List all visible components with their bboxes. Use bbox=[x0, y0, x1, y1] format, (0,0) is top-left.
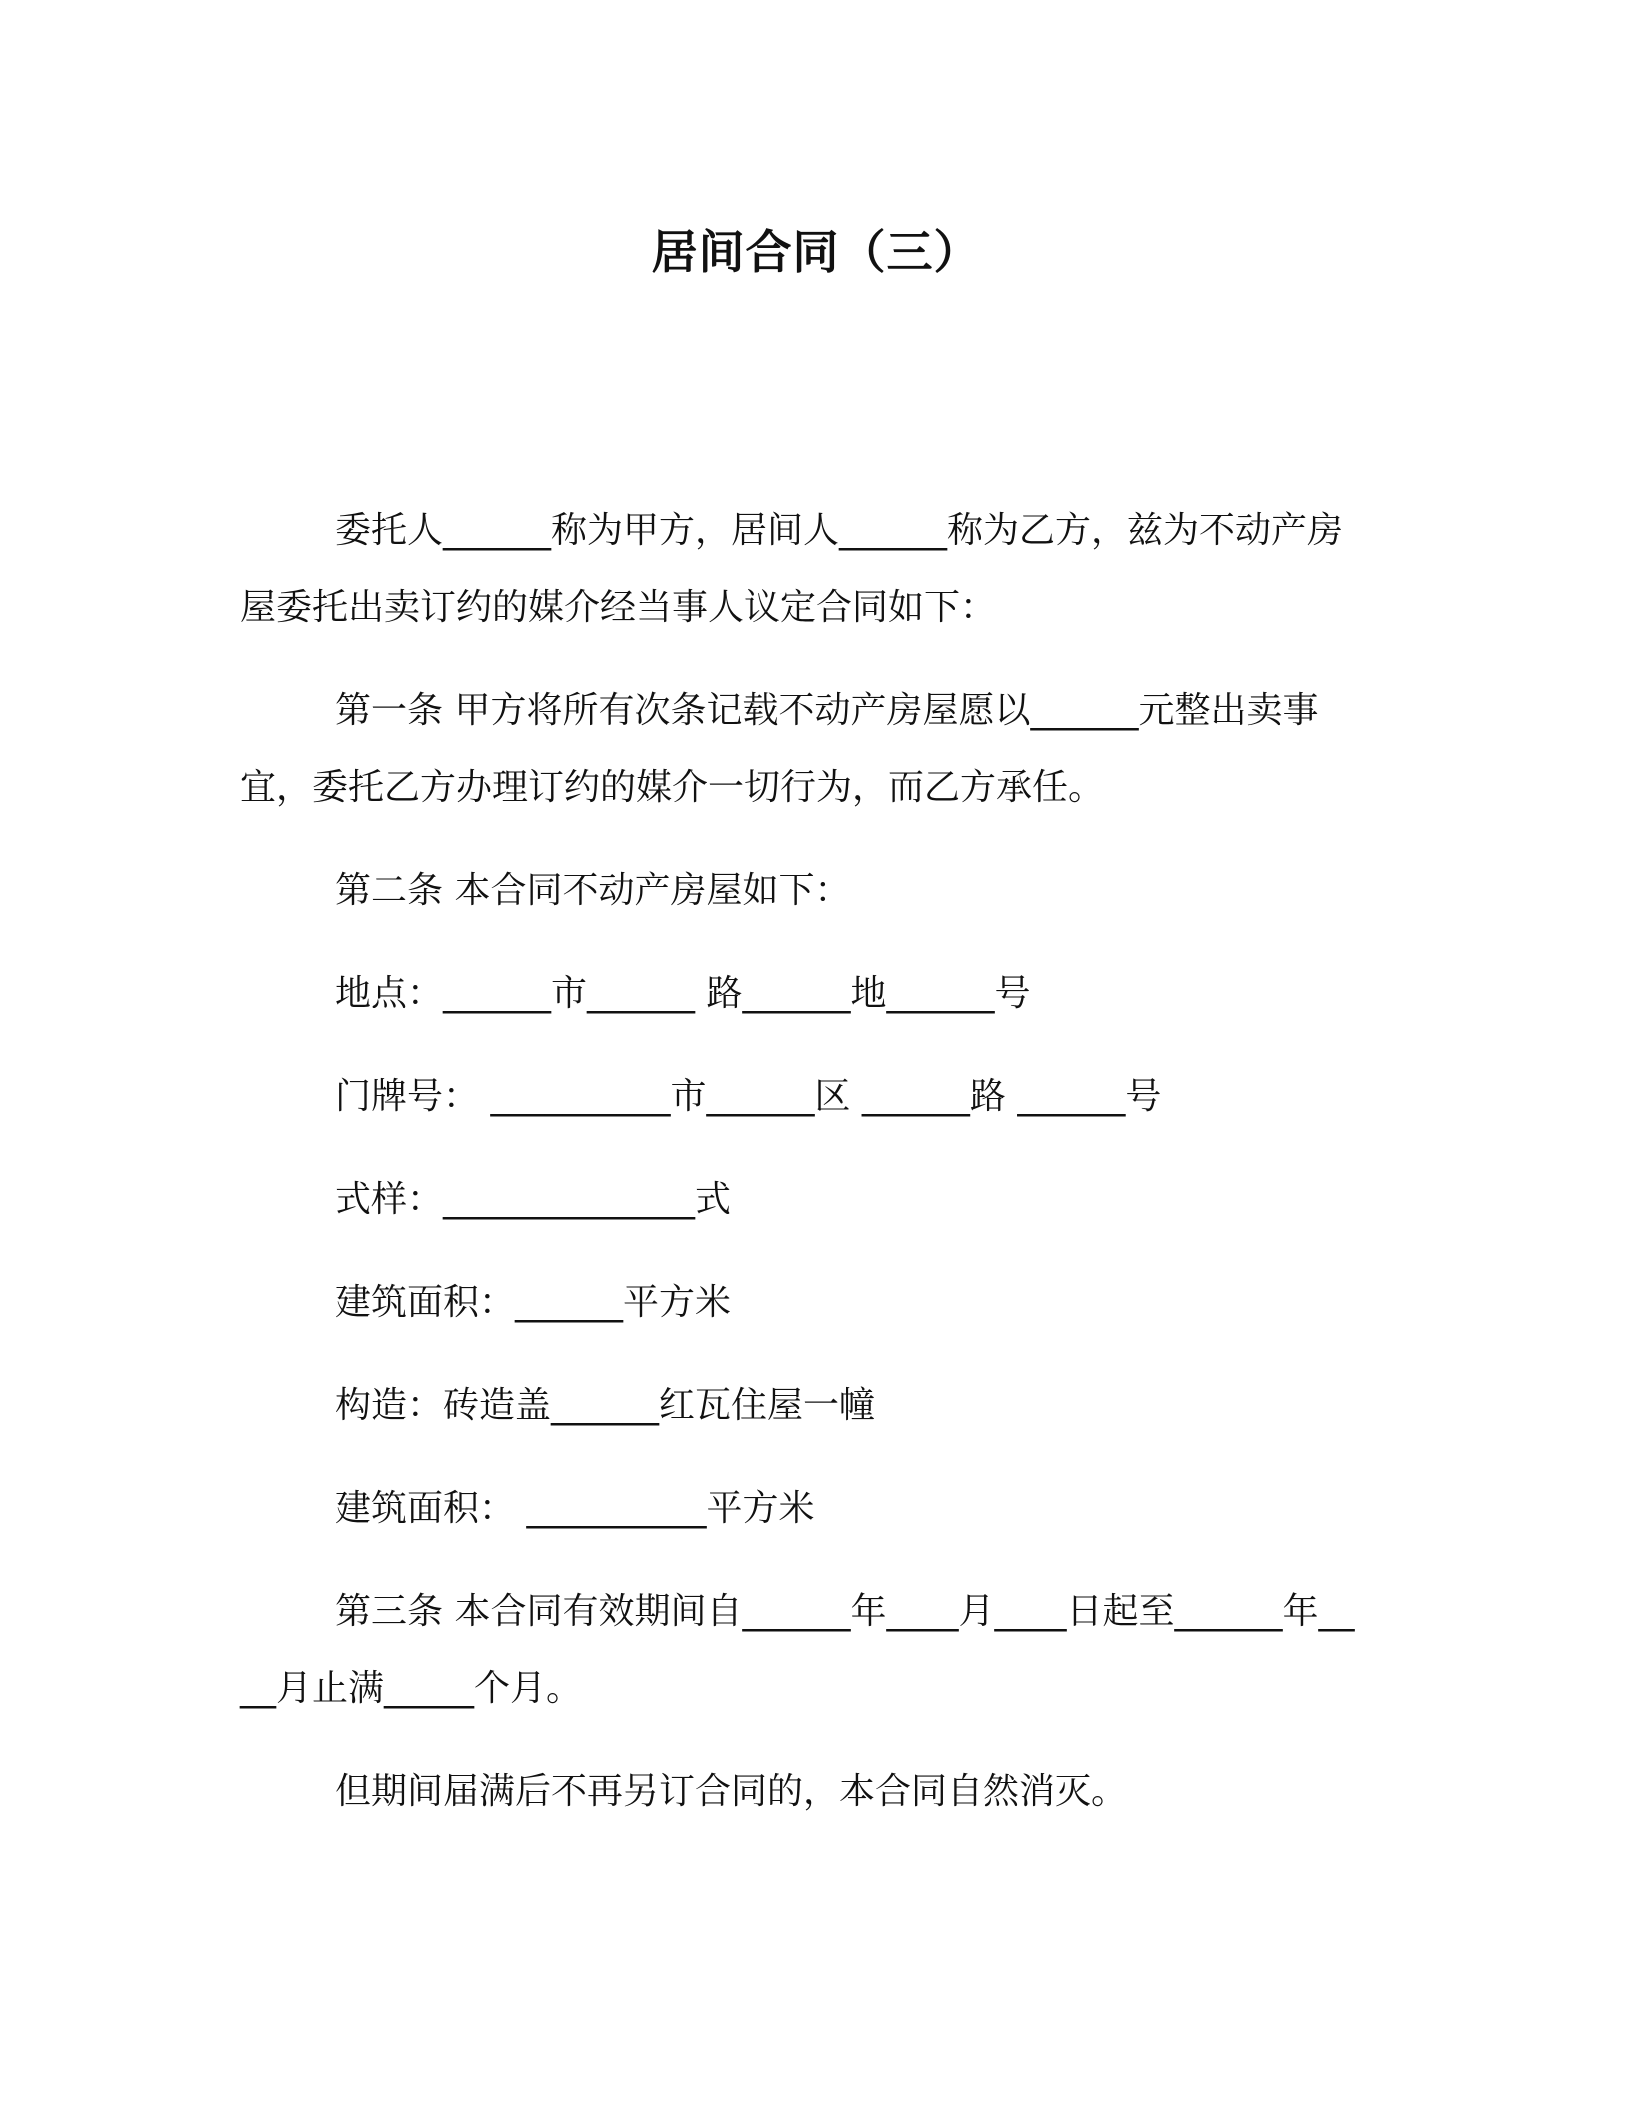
paragraph-article-3: 第三条 本合同有效期间自______年____月____日起至______年____月止满_____个月。 bbox=[240, 1591, 1355, 1709]
paragraph-intro: 委托人______称为甲方，居间人______称为乙方，兹为不动产房屋委托出卖订约的媒介经当事人议定合同如下： bbox=[240, 510, 1344, 628]
field-location: 地点：______市______ 路______地______号 bbox=[335, 973, 1031, 1014]
paragraph-expiry-note: 但期间届满后不再另订合同的，本合同自然消灭。 bbox=[335, 1771, 1128, 1812]
paragraph-article-2: 第二条 本合同不动产房屋如下： bbox=[335, 870, 851, 911]
paragraph-article-1: 第一条 甲方将所有次条记载不动产房屋愿以______元整出卖事宜，委托乙方办理订约的媒介一切行为，而乙方承任。 bbox=[240, 690, 1319, 808]
field-building-area: 建筑面积：______平方米 bbox=[335, 1282, 732, 1323]
document-body bbox=[240, 492, 1370, 1856]
field-style: 式样：______________式 bbox=[335, 1179, 732, 1220]
document-title: 居间合同（三） bbox=[651, 225, 981, 279]
field-construction: 构造：砖造盖______红瓦住屋一幢 bbox=[335, 1385, 876, 1426]
field-building-area-2: 建筑面积： __________平方米 bbox=[335, 1488, 815, 1529]
field-house-number: 门牌号： __________市______区 ______路 ______号 bbox=[335, 1076, 1162, 1117]
